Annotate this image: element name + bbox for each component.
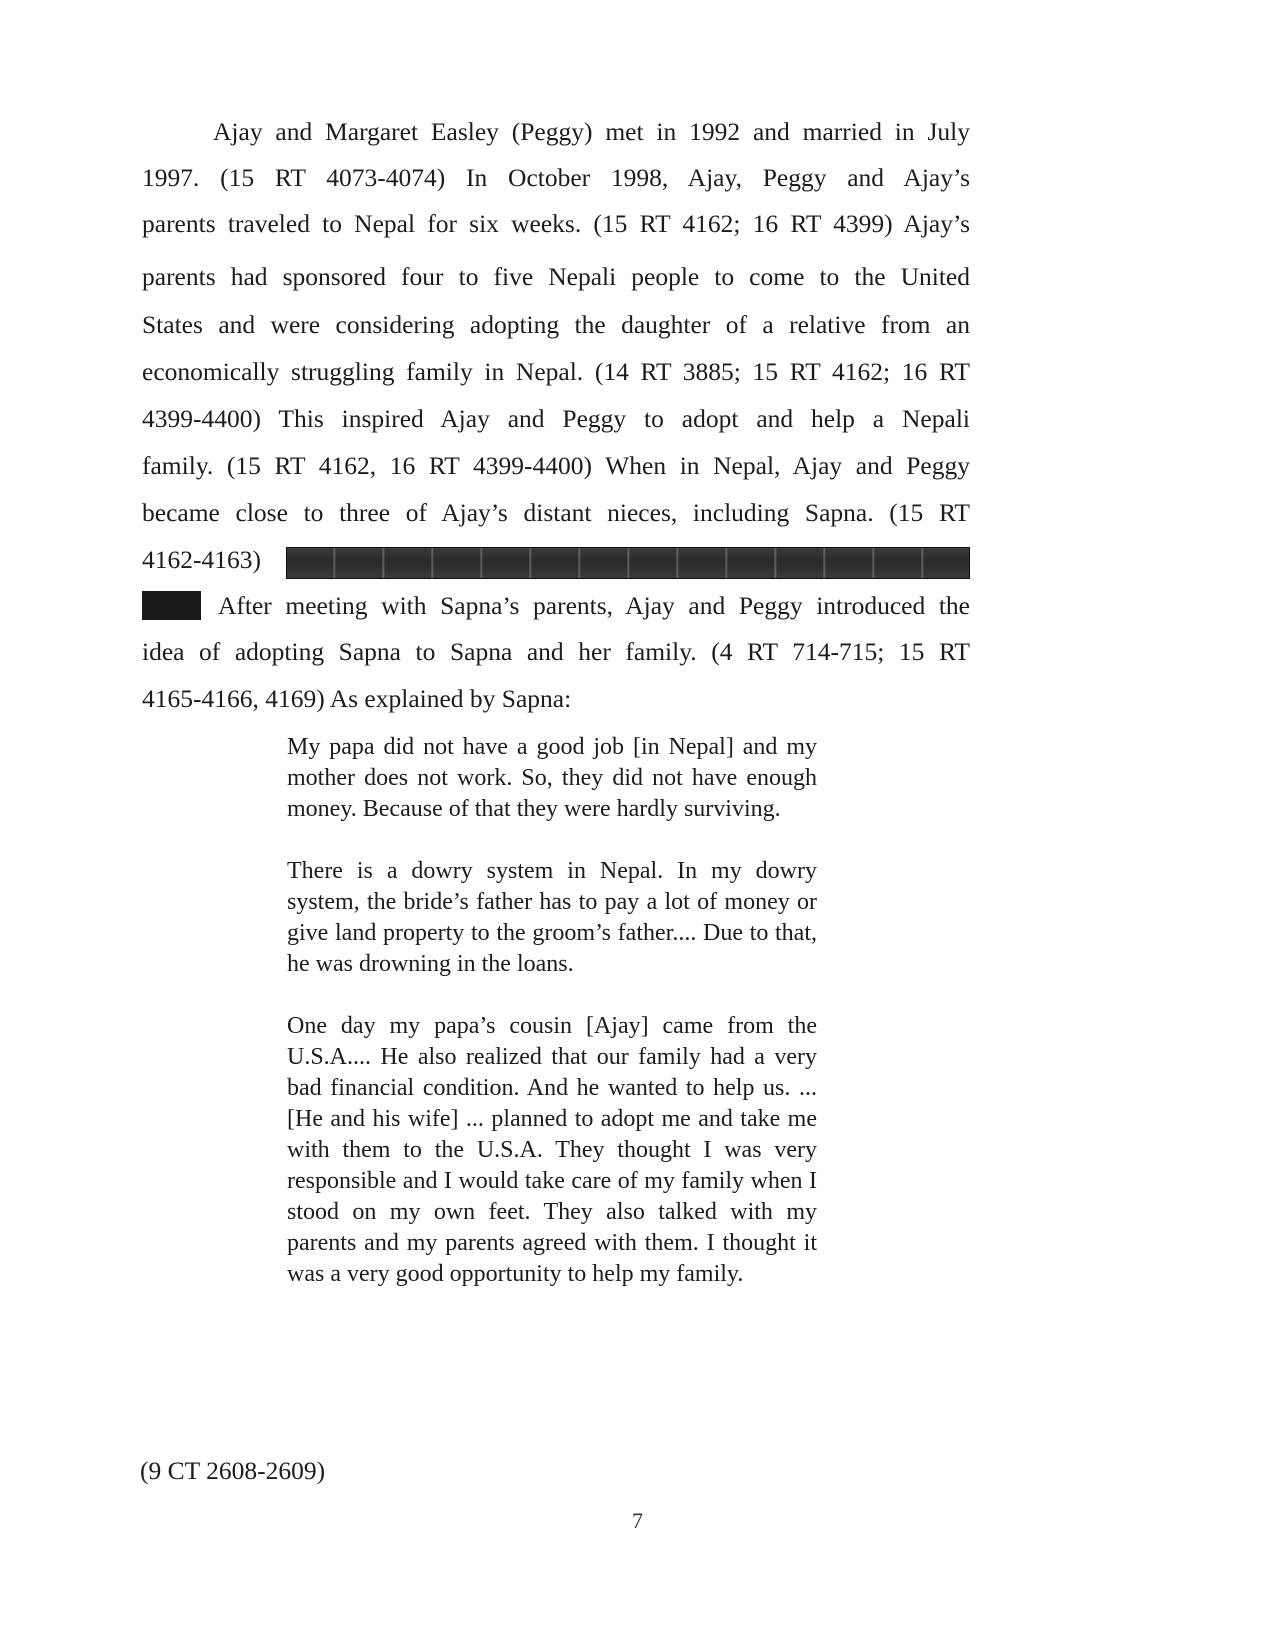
page-number: 7 bbox=[632, 1508, 643, 1533]
body-line-3: parents traveled to Nepal for six weeks. (15 RT 4162; 16 RT 4399) Ajay’s bbox=[142, 209, 970, 238]
body-line-7: 4399-4400) This inspired Ajay and Peggy to adopt and help a Nepali bbox=[142, 404, 970, 433]
body-line-9: became close to three of Ajay’s distant nieces, including Sapna. (15 RT bbox=[142, 498, 970, 527]
quote-paragraph-3: One day my papa’s cousin [Ajay] came from the U.S.A.... He also realized that our family had a very bad financial condition. And he wanted to help us. ... [He and his wife] ... planned to adopt me and take me with them to the U.S.A. They thought I was very responsible and I would take care of my family when I stood on my own feet. They also talked with my parents and my parents agreed with them. I thought it was a very good opportunity to help my family. bbox=[287, 1013, 817, 1287]
quote-paragraph-1: My papa did not have a good job [in Nepal] and my mother does not work. So, they did not have enough money. Because of that they were hardly surviving. bbox=[287, 734, 817, 822]
redaction-block bbox=[142, 591, 201, 620]
block-quote bbox=[287, 732, 817, 1290]
body-line-12: idea of adopting Sapna to Sapna and her family. (4 RT 714-715; 15 RT bbox=[142, 637, 970, 666]
body-line-1: Ajay and Margaret Easley (Peggy) met in 1992 and married in July bbox=[213, 117, 970, 146]
body-line-2: 1997. (15 RT 4073-4074) In October 1998, Ajay, Peggy and Ajay’s bbox=[142, 163, 970, 192]
citation: (9 CT 2608-2609) bbox=[140, 1456, 326, 1485]
body-line-11: After meeting with Sapna’s parents, Ajay and Peggy introduced the bbox=[218, 591, 970, 620]
body-line-10: 4162-4163) bbox=[142, 545, 261, 574]
quote-paragraph-2: There is a dowry system in Nepal. In my dowry system, the bride’s father has to pay a lot of money or give land property to the groom’s father.... Due to that, he was drowning in the loans. bbox=[287, 858, 817, 977]
body-line-6: economically struggling family in Nepal. (14 RT 3885; 15 RT 4162; 16 RT bbox=[142, 357, 970, 386]
redaction-bar bbox=[286, 547, 970, 579]
body-line-4: parents had sponsored four to five Nepali people to come to the United bbox=[142, 262, 970, 291]
body-line-8: family. (15 RT 4162, 16 RT 4399-4400) When in Nepal, Ajay and Peggy bbox=[142, 451, 970, 480]
body-line-13: 4165-4166, 4169) As explained by Sapna: bbox=[142, 684, 572, 713]
body-line-5: States and were considering adopting the daughter of a relative from an bbox=[142, 310, 970, 339]
